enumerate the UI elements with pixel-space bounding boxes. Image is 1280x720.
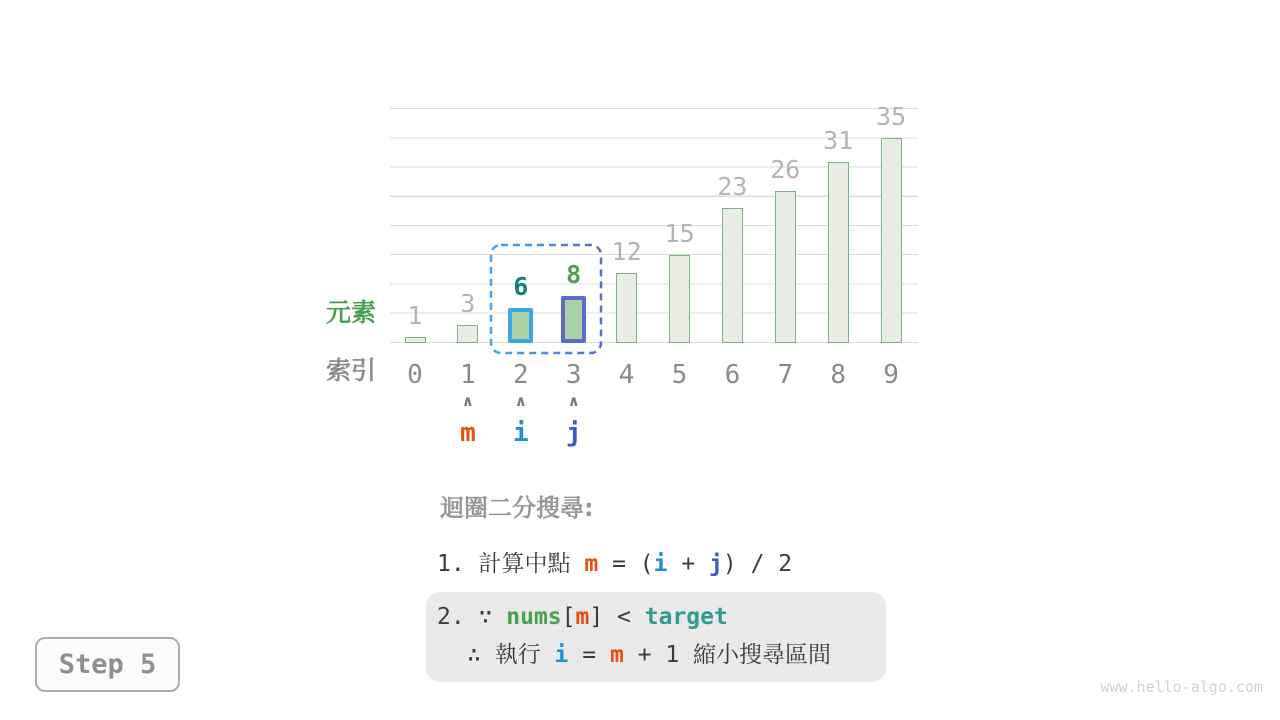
bar-value-label-4: 12: [611, 236, 642, 266]
bar-6: [722, 208, 743, 343]
pointer-arrow-i: ∧: [514, 392, 527, 410]
bar-value-label-0: 1: [407, 301, 423, 331]
text-run: = (: [598, 551, 654, 577]
bar-9: [881, 138, 902, 343]
text-run: + 1 縮小搜尋區間: [623, 642, 832, 668]
var-m: m: [584, 551, 599, 577]
step-badge-label: Step 5: [58, 649, 157, 680]
bar-value-label-7: 26: [770, 154, 801, 184]
text-run: +: [667, 551, 710, 577]
pointer-arrow-m: ∧: [461, 392, 474, 410]
text-run: ∴ 執行: [467, 642, 555, 668]
text-run: ] <: [589, 604, 645, 630]
index-label-5: 5: [671, 360, 688, 390]
bar-value-label-6: 23: [717, 172, 748, 202]
text-run: 2. ∵: [437, 604, 507, 630]
bar-7: [775, 191, 796, 343]
bar-value-label-3: 8: [566, 260, 582, 290]
var-m: m: [609, 642, 624, 668]
index-label-7: 7: [777, 360, 794, 390]
x-axis-row-label: 索引: [325, 356, 376, 385]
text-run: 1. 計算中點: [437, 551, 585, 577]
chart-plot-area: [390, 102, 918, 343]
caption-highlight-box: [426, 592, 886, 682]
var-i: i: [554, 642, 569, 668]
index-label-1: 1: [460, 360, 476, 390]
bar-8: [828, 162, 849, 343]
index-label-9: 9: [883, 360, 899, 390]
pointer-label-m: m: [460, 418, 476, 448]
var-m: m: [575, 604, 590, 630]
watermark-url: www.hello-algo.com: [1100, 678, 1263, 696]
index-label-6: 6: [724, 360, 741, 390]
bar-value-label-1: 3: [460, 289, 476, 319]
var-i: i: [653, 551, 668, 577]
y-axis-row-label: 元素: [325, 298, 376, 327]
caption-step-1: [437, 551, 792, 577]
bar-value-label-9: 35: [876, 102, 907, 132]
var-target: target: [644, 604, 728, 630]
caption-step-2-line-2: [437, 636, 886, 674]
index-label-2: 2: [512, 360, 529, 390]
pointer-arrow-j: ∧: [567, 392, 580, 410]
bar-1: [457, 325, 478, 343]
caption-step-2-line-1: [437, 598, 886, 636]
var-nums: nums: [506, 604, 562, 630]
index-label-4: 4: [618, 360, 635, 390]
search-window-dashed-box: [489, 243, 603, 355]
index-label-8: 8: [830, 360, 847, 390]
caption-title: 迴圈二分搜尋:: [440, 494, 594, 522]
pointer-label-j: j: [565, 418, 582, 448]
text-run: ) / 2: [722, 551, 793, 577]
step-badge: [35, 637, 180, 692]
index-label-3: 3: [565, 360, 582, 390]
bar-0: [405, 337, 426, 343]
text-run: =: [568, 642, 610, 668]
var-j: j: [709, 551, 723, 577]
bar-value-label-2: 6: [513, 271, 529, 301]
index-label-0: 0: [407, 360, 423, 390]
pointer-label-i: i: [512, 418, 529, 448]
bar-5: [669, 255, 690, 343]
text-run: [: [561, 604, 576, 630]
bar-value-label-5: 15: [664, 219, 695, 249]
bar-4: [616, 273, 637, 343]
bar-value-label-8: 31: [823, 125, 854, 155]
